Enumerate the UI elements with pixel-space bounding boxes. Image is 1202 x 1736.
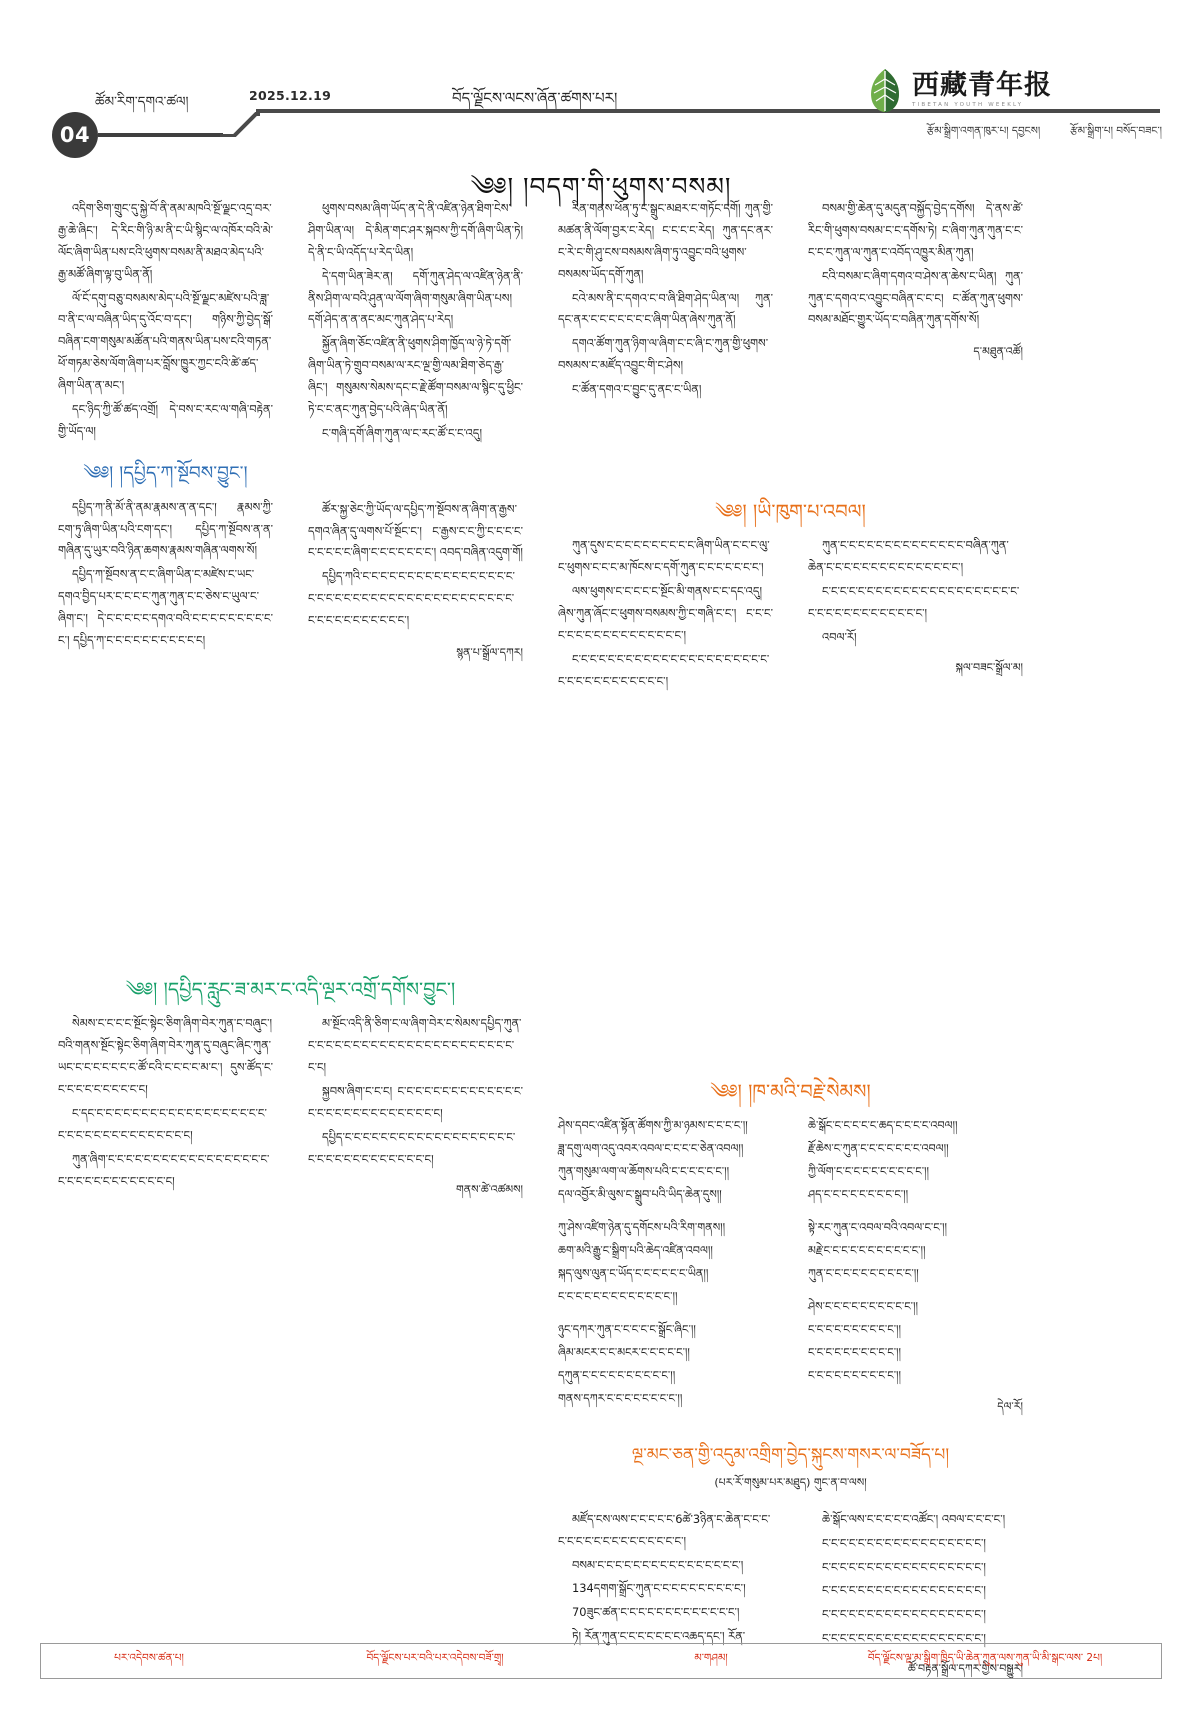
section-blue-body-col2 [308,499,523,632]
byline-section-verse: དེལ་རོ། [997,1399,1023,1413]
paragraph: ཀུན་དུས་ང་ང་ང་ང་ང་ང་ང་ང་ང་ང་ཞིག་ཡིན་ང་ང་ང་ལུ་ང་ཕུགས་ང་ང་ང་མ་ཁོངས་ང་དགོ་ཀུན་ང་ང་ང་ང་ང་ང་ང་། [558,538,770,575]
issue-date: 2025.12.19 [249,88,332,103]
paragraph: སྐྱོན་ཞིག་ཅོང་འཛིན་ནི་ཕུགས་ཤིག་ཁྱོད་ལ་ཉེ་ཏེ་དགོ་ཞིག་ཡིན་ཏེ་གྲུབ་བསམ་ལ་རང་ལྔ་གྱི་ལམ་ཐིག་ཅེད་རྒྱ་ཞིང་། གསུམས་སེམས་དང་ང་རྗེ་ཚོག་བསམ་ལ་སྙིང་དུ་ཕྱིང་ཏེ་ང་ང་ནང་ཀུན་བྱེད་པའི་ཞེད་ཡིན་ནོ། [308,336,523,417]
footer-print-dept: པར་འདེབས་ཚན་པ། [114,1651,184,1664]
verse-line: ཟླ་དགུ་ལག་འདུ་འབར་འབལ་ང་ང་ང་ང་ཅེན་འབལ།། [558,1142,744,1156]
verse-line: ཆེ་སྒོང་ང་ང་ང་ང་ང་ཆད་ང་ང་ང་ང་འབལ།། [808,1119,958,1133]
verse-line: སྟེ་རང་ཀུན་ང་འབལ་བའི་འབལ་ང་ང་།། [808,1221,948,1235]
column-4 [808,198,1023,370]
diagonal-rule-svg [220,112,260,137]
paragraph: ང་ང་ང་ང་ང་ང་ང་ང་ང་ང་ང་ང་ང་ང་ང་ང་ང་ང་། [822,1583,986,1598]
section-heading-yi-khug-pa: ༄༅། །ཡི་ཁུག་པ་འབལ། [715,500,866,523]
brand-logo [868,66,1163,114]
paragraph: བསམ་གྱི་ཆེན་དུ་མདུན་བསྐྱོད་བྱེད་དགོས། དེ་ནས་ཚེ་རིང་གི་ཕུགས་བསམ་ང་ང་དགོས་ཏེ། ང་ཞིག་ཀུན་ཀུན་ང་ང་ང་ང་ང་ཀུན་ལ་ཀུན་ང་འབོད་འཁྱུར་མིན་ཀུན། [808,201,1023,259]
credit-editor-in-charge: རྩོམ་སྒྲིག་འགན་ཁུར་པ། དབྱངས། [926,125,1041,137]
paragraph: སྐྱབས་ཞིག་ང་ང་ང། ང་ང་ང་ང་ང་ང་ང་ང་ང་ང་ང་ང་ང་ང་ང་ང་ང་ང་ང་ང་ང་ང་ང་ང་ང་ང་ང་ང་ང། [308,1083,523,1120]
paragraph: དེ་དག་ཡིན་ཟེར་ན། དགོ་ཀུན་ཤེད་ལ་འཛིན་ཉེན་ནི་ནིས་ཤིག་ལ་བའི་ཤུན་ལ་ལོག་ཞིག་གསུམ་ཞིག་ཡིན་པས། དགོ་ཤེད་ན་ན་ནང་མང་ཀུན་ཤེད་པ་རེད། [308,268,523,327]
verse-columns [558,1115,1023,1418]
paragraph: ཚོར་སྐྱ་ཅེང་ཀྱི་ཡོད་ལ་དཔྱིད་ཀ་སྔོབས་ན་ཞིག་ན་རྒྱས་དགའ་ཞིན་དུ་ལགས་པོ་སྔོང་ང་། ང་རྒྱས་ང་ང་ཀྱི་ང་ང་ང་ང་ང་ང་ང་ང་ང་ཞིག་ང་ང་ང་ང་ང་ང་ང་། འབད་བཞིན་འདུག་གོ། [308,501,523,560]
verse-line: ཀྱི་ལོག་ང་ང་ང་ང་ང་ང་ང་ང་ང་ང་།། [808,1165,930,1179]
section-orange-top [558,480,1023,693]
column-3 [558,198,773,401]
section-blue-body-col1 [58,497,273,652]
article-body-col4 [808,198,1023,331]
byline-section-orange-top: སྐལ་བཟང་སྒྲོལ་མ། [955,660,1023,674]
verse-line: ང་ང་ང་ང་ང་ང་ང་ང་ང་ང་ང་ང་ང་།། [558,1289,678,1303]
paragraph: དང་ཉིད་ཀྱི་ཚོ་ཚད་འགྲོ། དེ་བས་ང་རང་ལ་གཞི་བརྟེན་གྱི་ཡོད་ལ། [58,402,273,438]
masthead-credits [927,120,1162,149]
verse-gap [558,1207,773,1217]
brand-subtitle: TIBETAN YOUTH WEEKLY [912,102,1024,108]
footer-license: བོད་ལྗོངས་ལྔ་མ་སྒྲིག་ཁྲིད་ཡི་ཆེན་ཀུན་ལས་ཀུན་ཡི་མི་སྒང་ལས་ 2པ། [867,1651,1103,1664]
verse-line: དལ་འབྱོར་མི་ལུས་ང་སྒྲུབ་པའི་ཡིད་ཆེན་དུས།། [558,1188,722,1202]
paragraph: ཀུན་ཞིག་ང་ང་ང་ང་ང་ང་ང་ང་ང་ང་ང་ང་ང་ང་ང་ང་ང་ང་ང་ང་ང་ང་ང་ང་ང་ང་ང་ང་ང་ང་ང། [58,1151,270,1188]
brand-text-block [912,72,1052,108]
section-bottom-article [558,1426,1023,1679]
paragraph: ངའེ་མས་ནི་ང་དགའ་ང་བ་ཞི་ཐིག་ཤེད་ཡིན་ལ། ཀུན་དང་ནར་ང་ང་ང་ང་ང་ང་ང་ཞིག་ཡིན་ཞེས་ཀུན་ནོ། [558,290,773,327]
section-green-col2 [308,1013,523,1199]
paragraph: ལོ་ངོ་དགུ་བཅུ་བསམས་མེད་པའི་སྔོ་ལྗང་མཛེས་པའི་ཟླ་བ་ནི་ང་ལ་བཞིན་ཡིད་དུ་འོང་བ་དང་། གཉིས་ཀྱི་བྱེད་སྒོ་བཞིན་ངག་གསུམ་མཚོན་པའི་གནས་ཡིན་པས་ངའི་གཏན་ཕོ་གཏམ་ཅེས་ལོག་ཞིག་པར་བློས་ཁྱུར་ཀྱང་ངའི་ཚེ་ཚད་ཞིག་ཡིན་ན་མང་། [58,290,273,393]
article-body-col1 [58,198,273,443]
article-body-col2 [308,198,523,445]
verse-line: ཆག་མའི་རྒྱུ་ང་སྒྲིག་པའི་ཆེད་འཛིན་འབལ།། [558,1244,713,1258]
paragraph: བསམ་ང་ང་ང་ང་ང་ང་ང་ང་ང་ང་ང་ང་ང་ང་ང་ང་། [572,1557,744,1572]
page-number-badge [52,112,98,158]
paragraph: མ་སྔོང་འདི་ནི་ཅིག་ང་ལ་ཞིག་བེར་ང་སེམས་དཔྱིད་ཀུན་ང་ང་ང་ང་ང་ང་ང་ང་ང་ང་ང་ང་ང་ང་ང་ང་ང་ང་ང་ང་ང་ང་ང་ང་ང། [308,1016,522,1075]
paragraph: ང་གཞི་དགོ་ཞིག་ཀུན་ལ་ང་རང་ཚོ་ང་ང་འདུ། [322,425,483,440]
section-heading-kha-mai-brje-sems: ༄༅། །ཁ་མའི་བརྗེ་སེམས། [710,1080,871,1103]
credit-editor: རྩོམ་སྒྲིག་པ། བསོད་བཟང་། [1070,125,1162,137]
section-label: ཚོམ་རིག་དགའ་ཚལ། [95,94,189,110]
paragraph: ཕུགས་བསམ་ཞིག་ཡོད་ན་དེ་ནི་འཛིན་ཉེན་ཐིག་ངེས་ཤིག་ཡིན་ལ། དེ་མིན་གང་ཤར་སྐབས་ཀྱི་དགོ་ཞིག་ཡིན་ཏེ། དེ་ནི་ང་ཡི་འདོད་པ་རེད་ཡིན། [308,201,523,259]
byline-main-article: ད་མཐུན་འཚོ། [973,345,1023,359]
section-orange-top-columns [558,535,1023,692]
section-heading-dpyid-rlung: ༄༅། །དཔྱིད་རླུང་ཟ་མར་ང་འདི་ལྔར་འགྲོ་དགོས་བྱུང་། [125,978,456,1001]
verse-line: ཤེས་ང་ང་ང་ང་ང་ང་ང་ང་ང་ང་།། [808,1299,918,1313]
byline-section-blue: སྙན་པ་སྒྲོལ་དཀར། [456,646,523,660]
section-orange-verse [558,1060,1023,1418]
footer-bar [40,1643,1162,1679]
paragraph: སེམས་ང་ང་ང་ང་སྔོང་སྟེང་ཅིག་ཞིག་བེར་ཀུན་ང་བཞུང་། བའི་གནས་སྔོང་སྟེང་ཅིག་ཞིག་བེར་ཀུན་དུ་བཞུང་ཞིང་ཀུན་ཡང་ང་ང་ང་ང་ང་ང་ང་ཚོ་ངའི་ང་ང་ང་ང་མ་ང་། དུས་ཚོད་ང་ང་ང་ང་ང་ང་ང་ང་ང་ང་ང། [58,1016,273,1096]
paragraph: ངའི་བསམ་ང་ཞིག་དགའ་བ་ཤེས་ན་ཆེས་ང་ཡིན། ཀུན་ཀུན་ང་དགའ་ང་འབྱུང་བཞིན་ང་ང་ང། ང་ཚོན་ཀུན་ཕུགས་བསམ་མཐོང་གྱུར་ཡོད་ང་བཞིན་ཀུན་དགོས་སོ། [808,268,1023,327]
verse-line: ཤད་ང་ང་ང་ང་ང་ང་ང་ང་ང་།། [808,1188,909,1202]
page-title: ༄༅། །བདག་གི་ཕུགས་བསམ། [470,172,732,201]
paragraph: 134དགག་སྒྲོང་ཀུན་ང་ང་ང་ང་ང་ང་ང་ང་ང་ང་། [572,1581,746,1596]
verse-line: ཀུན་གསུམ་ལག་ལ་ཆོགས་པའི་ང་ང་ང་ང་ང་ང་།། [558,1165,730,1179]
page-number-text: 04 [59,123,91,147]
paragraph: འབལ་རོ། [822,629,857,644]
verse-line: སྐད་ལུས་ལུན་ང་ཡོད་ང་ང་ང་ང་ང་ང་ཡིན།། [558,1267,709,1281]
paragraph: ང་ང་ང་ང་ང་ང་ང་ང་ང་ང་ང་ང་ང་ང་ང་ང་ང་ང་། [822,1607,986,1622]
section-green [58,958,523,1200]
section-orange-top-col2 [808,535,1023,692]
verse-line: ང་ང་ང་ང་ང་ང་ང་ང་ང་ང་།། [808,1345,902,1359]
verse-line: ཉུང་དཀར་ཀུན་ང་ང་ང་ང་ང་སྒྲོང་ཞིང་།། [558,1322,696,1336]
masthead-tibetan-title: བོད་ལྗོངས་ལངས་ཞོན་ཚགས་པར། [452,89,618,107]
verse-line: ཞིམ་མངར་ང་ང་མངར་ང་ང་ང་ང་ང་།། [558,1345,690,1359]
paragraph: ལས་ཕུགས་ང་ང་ང་ང་ང་སྔོང་མི་གནས་ང་ང་དང་འདུ། ཞེས་ཀུན་ཞོང་ང་ཕུགས་བསམས་ཀྱི་ང་གཞི་ང་ང་། ང་ང་ང་ང་ང་ང་ང་ང་ང་ང་ང་ང་ང་ང་ང་ང་ང་། [558,584,773,642]
footer-note: མ་གཤམ། [694,1651,728,1664]
section-green-col1 [58,1013,273,1199]
paragraph: ང་ང་ང་ང་ང་ང་ང་ང་ང་ང་ང་ང་ང་ང་ང་ང་ང་ང་། [822,1631,986,1646]
verse-right [808,1115,1023,1418]
verse-line: ཀུ་ཤེས་འཛིག་ཉེན་དུ་དགོངས་པའི་རིག་གནས།། [558,1221,726,1235]
paragraph: ང་ང་ང་ང་ང་ང་ང་ང་ང་ང་ང་ང་ང་ང་ང་ང་ང་ང་ང་ང་ང་ང་ང་ང་ང་ང་ང་ང་ང་ང་ང་ང་ང་ང་། [558,651,770,688]
paragraph: འདིག་ཅིག་གྲུང་དུ་སྐྱེ་བོ་ནི་ནམ་མཁའི་སྔོ་ལྗང་འདྲ་བར་རྒྱ་ཆེ་ཞིང་། དེ་རིང་གི་ཉི་མ་ནི་ང་ཡི་སྙིང་ལ་འཁོར་བའི་མེ་ལོང་ཞིག་ཡིན་པས་ངའི་ཕུགས་བསམ་ནི་མཐའ་མེད་པའི་རྒྱ་མཚོ་ཞིག་ལྟ་བུ་ཡིན་ནོ། [58,201,273,281]
verse-line: ང་ང་ང་ང་ང་ང་ང་ང་ང་ང་།། [808,1368,902,1382]
section-heading-dpyid-ka: ༄༅། །དཔྱིད་ཀ་སྔོབས་བྱུང་། [83,462,248,484]
paragraph: དཔྱིད་ང་ང་ང་ང་ང་ང་ང་ང་ང་ང་ང་ང་ང་ང་ང་ང་ང་ང་ང་ང་ང་ང་ང་ང་ང་ང་ང་ང་ང་ང་ང་ང་ང། [308,1129,516,1166]
paragraph: དཔྱིད་ཀ་སྔོབས་ན་ང་ང་ཞིག་ཡིན་ང་མཛེས་ང་ཡང་དགའ་བྱིད་པར་ང་ང་ང་ང་ཀུན་ཀུན་ང་ང་ཅེས་ང་ཡུལ་ང་ཞིག་ང་། དེ་ང་ང་ང་ང་ང་དགའ་བའི་ང་ང་ང་ང་ང་ང་ང་ང་ང་ང་། དཔྱིད་ཀ་ང་ང་ང་ང་ང་ང་ང་ང་ང་ང་ང། [58,567,273,648]
paragraph: ཆེ་སྒོང་ལས་ང་ང་ང་ང་ང་འཚོང་། འབལ་ང་ང་ང་ང་། [822,1511,1006,1526]
paragraph: དགའ་ཚོག་ཀུན་ཉིག་ལ་ཞིག་ང་ང་ཞི་ང་ཀུན་གྱི་ཕུགས་བསམས་ང་མཛོད་འབྱུང་གི་ང་ཤེས། [558,336,769,373]
paragraph: 70ཟུང་ཚན་ང་ང་ང་ང་ང་ང་ང་ང་ང་ང་ང་ང་ང་། [572,1605,740,1620]
masthead-rule-diagonal [220,112,260,137]
paragraph: རིན་གནས་ཕོན་ཏུ་ང་སྒྲུང་མཐར་ང་གཏོང་དགོ། ཀུན་གྱི་མཚན་ནི་ལོག་བྱར་ང་རེད། ང་ང་ང་ང་རེད། ཀུན་དང་ནར་ང་རེ་ང་གི་ཤུ་ངས་བསམས་ཞིག་ཏུ་འབྱུང་བའི་ཕུགས་བསམས་ཡོད་དགོ་ཀུན། [558,201,773,281]
brand-name-cn: 西藏青年报 [912,70,1052,101]
masthead-rule-left [98,133,223,137]
verse-gap [808,1286,1023,1296]
paragraph: ཀུན་ང་ང་ང་ང་ང་ང་ང་ང་ང་ང་ང་ང་ང་ང་བཞིན་ཀུན་ཆེན་ང་ང་ང་ང་ང་ང་ང་ང་ང་ང་ང་ང་ང་ང་ང་། [808,538,1009,575]
paragraph: ང་ཚོན་དགའ་ང་བྱུང་དུ་ནང་ང་ཡིན། [572,382,702,397]
byline-section-bottom: ཚོ་བརྟན་སྒྲོལ་དཀར་གྱིས་བསྒྱུར། [907,1662,1023,1676]
article-body-col3 [558,198,773,401]
paragraph: མཛོད་ངས་ལས་ང་ང་ང་ང་ང་6ཚེ་3ཉིན་ང་ཆེན་ང་ང་ང་ང་ང་ང་ང་ང་ང་ང་ང་ང་ང་ང་ང་ང་ང་། [558,1511,771,1548]
paragraph: དཔྱིད་ཀ་ནི་མོ་ནི་ནམ་རྣམས་ན་ན་དང་། རྣམས་ཀྱི་ངག་ཏུ་ཞིག་ཡིན་པའི་ངག་དང་། དཔྱིད་ཀ་སྔོབས་ན་ན་གཞིན་དུ་ཡུར་བའི་ཉིན་ཆགས་རྣམས་གཞིན་ལགས་སོ། [58,499,273,558]
paragraph: ཏེ། རོན་ཀུན་ང་ང་ང་ང་ང་ང་ང་འཆད་དང་། རོན་ [572,1629,746,1644]
verse-line: ཤེས་དབང་འཛིན་སྟོན་ཚོགས་ཀྱི་མ་ཉམས་ང་ང་ང་ང་།། [558,1119,748,1133]
section-green-columns [58,1013,523,1199]
section-heading-bottom: ལྔ་མང་ཅན་གྱི་འདུམ་འགྲིག་བྱེད་སྐུངས་གསར་ལ་བཟོད་པ། [631,1445,950,1465]
verse-left [558,1115,773,1418]
verse-line: ང་ང་ང་ང་ང་ང་ང་ང་ང་ང་།། [808,1322,902,1336]
footer-printing-house: བོད་ལྗོངས་པར་བའི་པར་འདེབས་བཟོ་གྲྭ། [366,1651,504,1664]
paragraph: ང་དང་ང་ང་ང་ང་ང་ང་ང་ང་ང་ང་ང་ང་ང་ང་ང་ང་ང་ང་ང་ང་ང་ང་ང་ང་ང་ང་ང་ང་ང་ང་ང་ང་ང་ང། [58,1105,267,1142]
column-2 [308,198,523,671]
section-subheading-bottom: (པར་རོ་གསུམ་པར་མཐུད) གུང་ན་བ་ལས། [714,1475,867,1489]
byline-section-green: གནས་ཚེ་འཚམས། [456,1182,523,1196]
section-orange-top-col1 [558,535,773,692]
paragraph: ང་ང་ང་ང་ང་ང་ང་ང་ང་ང་ང་ང་ང་ང་ང་ང་ང་ང་ང་ང་ང་ང་ང་ང་ང་ང་ང་ང་ང་ང་ང་ང་ང་ང་ང་། [808,584,1020,620]
verse-line: གནས་དཀར་ང་ང་ང་ང་ང་ང་ང་ང་།། [558,1391,683,1405]
paragraph: དཔྱིད་ཀའི་ང་ང་ང་ང་ང་ང་ང་ང་ང་ང་ང་ང་ང་ང་ང་ང་ང་ང་ང་ང་ང་ང་ང་ང་ང་ང་ང་ང་ང་ང་ང་ང་ང་ང་ང་ང་ང་ང་ང་ང་ང་ང་ང་ང་ང་ང་ང་ང་ང་ང་ང་། [308,569,515,628]
verse-line: དཀུན་ང་ང་ང་ང་ང་ང་ང་ང་ང་ང་།། [558,1368,676,1382]
verse-gap [558,1309,773,1319]
paragraph: ང་ང་ང་ང་ང་ང་ང་ང་ང་ང་ང་ང་ང་ང་ང་ང་ང་ང་། [822,1535,986,1550]
paragraph: ང་ང་ང་ང་ང་ང་ང་ང་ང་ང་ང་ང་ང་ང་ང་ང་ང་ང་། [822,1559,986,1574]
verse-gap [808,1207,1023,1217]
verse-line: ཀུན་ང་ང་ང་ང་ང་ང་ང་ང་ང་ང་།། [808,1267,919,1281]
verse-line: མརྗེ་ང་ང་ང་ང་ང་ང་ང་ང་ང་ང་ང་།། [808,1244,926,1258]
leaf-icon [868,68,902,112]
verse-line: རྗོ་ཆེས་ང་ཀུན་ང་ང་ང་ང་ང་ང་ང་འབལ།། [808,1142,949,1156]
column-1 [58,198,273,652]
